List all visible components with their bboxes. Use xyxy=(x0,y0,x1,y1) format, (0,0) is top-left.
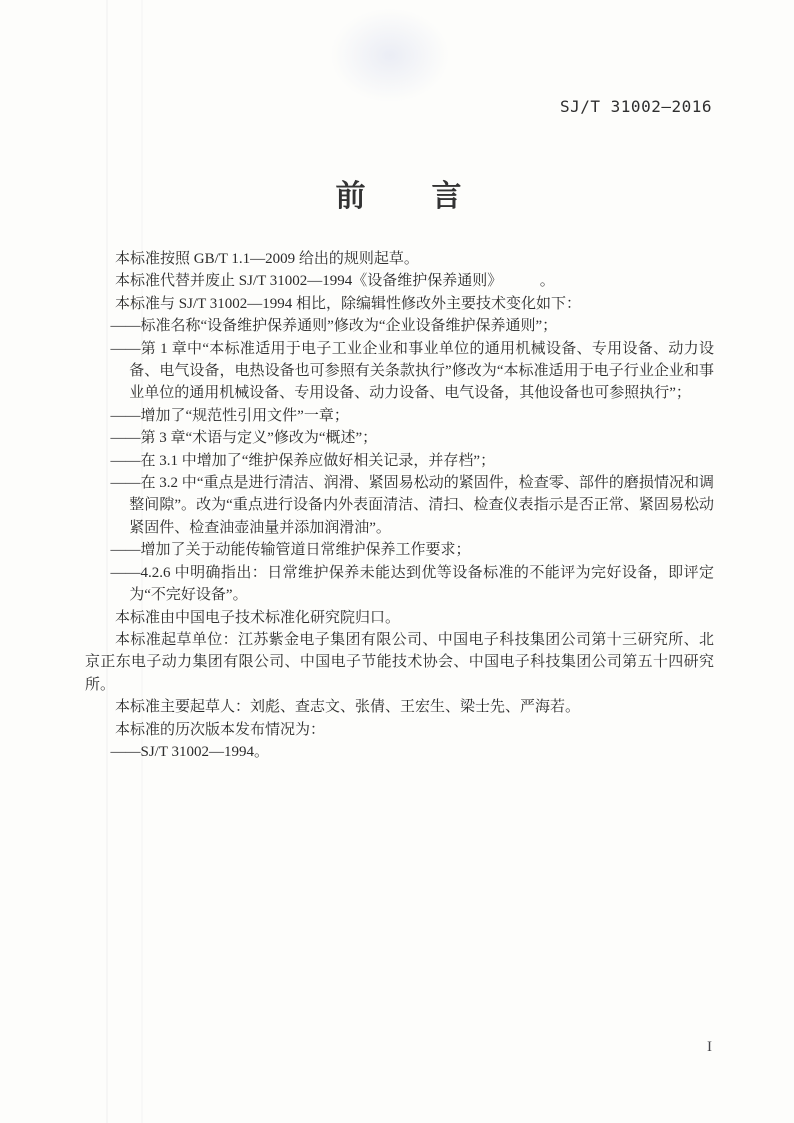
paragraph: 本标准代替并废止 SJ/T 31002—1994《设备维护保养通则》 。 xyxy=(115,273,555,290)
change-list-item: ——增加了“规范性引用文件”一章； xyxy=(110,407,349,424)
page-title: 前 言 xyxy=(335,180,464,213)
change-list-item: ——在 3.2 中“重点是进行清洁、润滑、紧固易松动的紧固件，检查零、部件的磨损情况和调整间隙”。改为“重点进行设备内外表面清洁、清扫、检查仪表指示是否正常、紧固易松动紧固件、检查油壶油量并添加润滑油”。 xyxy=(110,475,714,536)
paragraph: 本标准的历次版本发布情况为： xyxy=(115,721,326,738)
paragraph: 本标准与 SJ/T 31002—1994 相比，除编辑性修改外主要技术变化如下： xyxy=(115,295,581,312)
scan-smudge-artifact xyxy=(330,8,450,103)
change-list-item: ——增加了关于动能传输管道日常维护保养工作要求； xyxy=(110,542,471,559)
page-number: I xyxy=(707,1039,712,1055)
change-list-item: ——第 1 章中“本标准适用于电子工业企业和事业单位的通用机械设备、专用设备、动力设备、电气设备，电热设备也可参照有关条款执行”修改为“本标准适用于电子行业企业和事业单位的通用机械设备、专用设备、动力设备、电气设备，其他设备也可参照执行”； xyxy=(110,340,714,402)
paragraph: 本标准按照 GB/T 1.1—2009 给出的规则起草。 xyxy=(115,251,419,267)
change-list-item: ——在 3.1 中增加了“维护保养应做好相关记录，并存档”； xyxy=(110,452,496,469)
change-list-item: ——标准名称“设备维护保养通则”修改为“企业设备维护保养通则”； xyxy=(110,318,558,335)
paragraph: 本标准由中国电子技术标准化研究院归口。 xyxy=(115,609,401,626)
change-list-item: ——SJ/T 31002—1994。 xyxy=(110,743,269,760)
paragraph: 本标准主要起草人：刘彪、查志文、张倩、王宏生、梁士先、严海若。 xyxy=(115,699,581,716)
paragraph: 本标准起草单位：江苏紫金电子集团有限公司、中国电子科技集团公司第十三研究所、北京正东电子动力集团有限公司、中国电子节能技术协会、中国电子科技集团公司第五十四研究所。 xyxy=(85,631,714,693)
standard-number-header: SJ/T 31002—2016 xyxy=(560,97,712,116)
change-list-item: ——4.2.6 中明确指出：日常维护保养未能达到优等设备标准的不能评为完好设备，即评定为“不完好设备”。 xyxy=(110,564,714,604)
change-list-item: ——第 3 章“术语与定义”修改为“概述”； xyxy=(110,430,378,447)
body-paragraphs xyxy=(85,248,714,763)
